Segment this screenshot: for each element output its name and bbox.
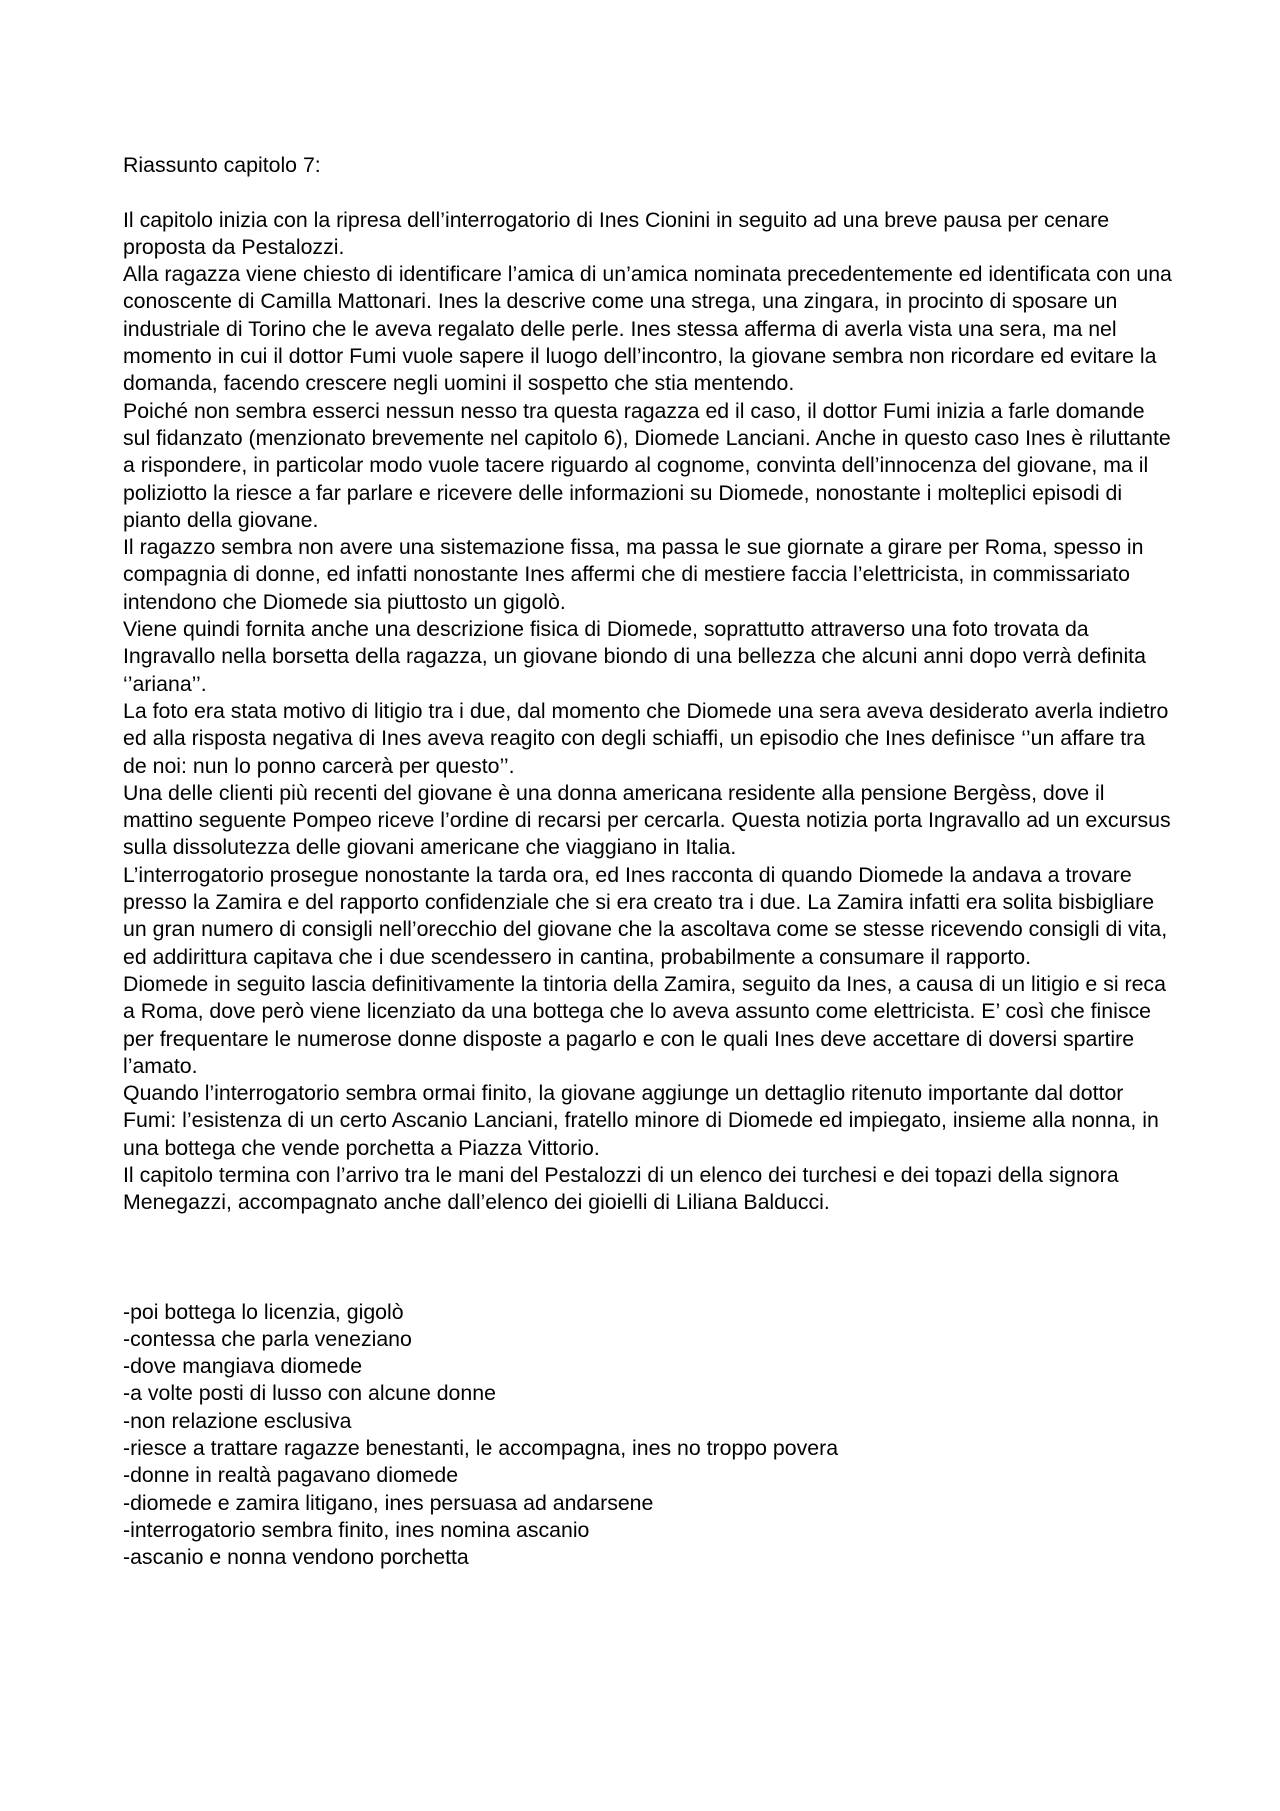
- note-item: -donne in realtà pagavano diomede: [123, 1463, 459, 1488]
- paragraph: Il capitolo termina con l’arrivo tra le mani del Pestalozzi di un elenco dei turchesi e dei topazi della signora Menegazzi, accompagnato anche dall’elenco dei gioielli di Liliana Balducci.: [123, 1162, 1119, 1215]
- paragraph: Una delle clienti più recenti del giovane è una donna americana residente alla pensione Bergèss, dove il mattino seguente Pompeo riceve l’ordine di recarsi per cercarla. Questa notizia porta Ingravallo ad un excursus sulla dissolutezza delle giovani americane che viaggiano in Italia.: [123, 780, 1171, 860]
- note-item: -dove mangiava diomede: [123, 1354, 363, 1379]
- note-item: -interrogatorio sembra finito, ines nomina ascanio: [123, 1517, 590, 1542]
- note-item: -ascanio e nonna vendono porchetta: [123, 1545, 469, 1570]
- paragraph: Quando l’interrogatorio sembra ormai finito, la giovane aggiunge un dettaglio ritenuto importante dal dottor Fumi: l’esistenza di un certo Ascanio Lanciani, fratello minore di Diomede ed impiegato, insieme alla nonna, in una bottega che vende porchetta a Piazza Vittorio.: [123, 1081, 1159, 1160]
- paragraph: La foto era stata motivo di litigio tra i due, dal momento che Diomede una sera aveva desiderato averla indietro ed alla risposta negativa di Ines aveva reagito con degli schiaffi, un episodio che Ines definisce ‘’un affare tra de noi: nun lo ponno carcerà per questo’’.: [123, 698, 1169, 778]
- paragraph: Poiché non sembra esserci nessun nesso tra questa ragazza ed il caso, il dottor Fumi inizia a farle domande sul fidanzato (menzionato brevemente nel capitolo 6), Diomede Lanciani. Anche in questo caso Ines è riluttante a rispondere, in particolar modo vuole tacere riguardo al cognome, convinta dell’innocenza del giovane, ma il poliziotto la riesce a far parlare e ricevere delle informazioni su Diomede, nonostante i molteplici episodi di pianto della giovane.: [123, 398, 1171, 532]
- paragraph: Viene quindi fornita anche una descrizione fisica di Diomede, soprattutto attraverso una foto trovata da Ingravallo nella borsetta della ragazza, un giovane biondo di una bellezza che alcuni anni dopo verrà definita ‘’ariana’’.: [123, 617, 1146, 696]
- note-item: -poi bottega lo licenzia, gigolò: [123, 1299, 404, 1324]
- paragraph: Il capitolo inizia con la ripresa dell’interrogatorio di Ines Cionini in seguito ad una breve pausa per cenare proposta da Pestalozzi.: [123, 207, 1110, 259]
- notes-list: [123, 1299, 1173, 1572]
- paragraph: Alla ragazza viene chiesto di identificare l’amica di un’amica nominata precedentemente ed identificata con una conoscente di Camilla Mattonari. Ines la descrive come una strega, una zingara, in procinto di sposare un industriale di Torino che le aveva regalato delle perle. Ines stessa afferma di averla vista una sera, ma nel momento in cui il dottor Fumi vuole sapere il luogo dell’incontro, la giovane sembra non ricordare ed evitare la domanda, facendo crescere negli uomini il sospetto che stia mentendo.: [123, 262, 1172, 396]
- note-item: -non relazione esclusiva: [123, 1408, 352, 1433]
- paragraph: Diomede in seguito lascia definitivamente la tintoria della Zamira, seguito da Ines, a causa di un litigio e si reca a Roma, dove però viene licenziato da una bottega che lo aveva assunto come elettricista. E’ così che finisce per frequentare le numerose donne disposte a pagarlo e con le quali Ines deve accettare di doversi spartire l’amato.: [123, 971, 1166, 1078]
- document-body: [123, 152, 1173, 1593]
- note-item: -contessa che parla veneziano: [123, 1326, 412, 1351]
- note-item: -diomede e zamira litigano, ines persuasa ad andarsene: [123, 1490, 654, 1515]
- document-title: Riassunto capitolo 7:: [123, 153, 321, 177]
- summary-text: [123, 207, 1173, 1217]
- note-item: -riesce a trattare ragazze benestanti, le accompagna, ines no troppo povera: [123, 1436, 839, 1461]
- paragraph: Il ragazzo sembra non avere una sistemazione fissa, ma passa le sue giornate a girare per Roma, spesso in compagnia di donne, ed infatti nonostante Ines affermi che di mestiere faccia l’elettricista, in commissariato intendono che Diomede sia piuttosto un gigolò.: [123, 535, 1144, 614]
- note-item: -a volte posti di lusso con alcune donne: [123, 1381, 496, 1406]
- paragraph: L’interrogatorio prosegue nonostante la tarda ora, ed Ines racconta di quando Diomede la andava a trovare presso la Zamira e del rapporto confidenziale che si era creato tra i due. La Zamira infatti era solita bisbigliare un gran numero di consigli nell’orecchio del giovane che la ascoltava come se stesse ricevendo consigli di vita, ed addirittura capitava che i due scendessero in cantina, probabilmente a consumare il rapporto.: [123, 862, 1168, 969]
